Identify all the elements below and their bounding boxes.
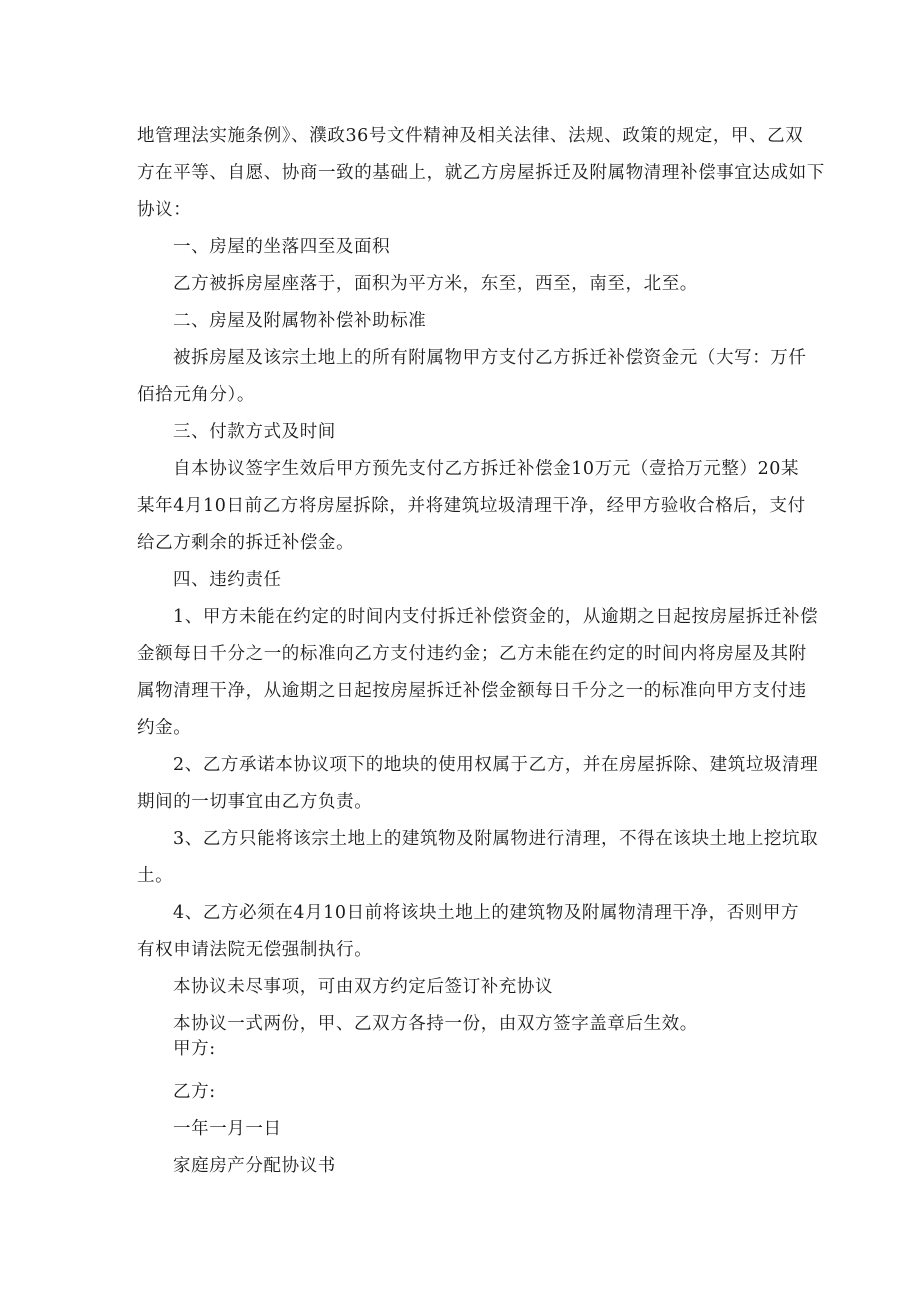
section-4-item-1-line-2: 金额每日千分之一的标准向乙方支付违约金；乙方未能在约定的时间内将房屋及其附 bbox=[137, 644, 807, 664]
section-3-body-line-2: 某年4月10日前乙方将房屋拆除，并将建筑垃圾清理干净，经甲方验收合格后，支付 bbox=[137, 496, 806, 516]
section-3-heading: 三、付款方式及时间 bbox=[173, 422, 336, 442]
section-4-item-2-line-2: 期间的一切事宜由乙方负责。 bbox=[137, 792, 373, 812]
section-4-item-2-line-1: 2、乙方承诺本协议项下的地块的使用权属于乙方，并在房屋拆除、建筑垃圾清理 bbox=[173, 755, 819, 775]
section-4-item-4-line-2: 有权申请法院无偿强制执行。 bbox=[137, 940, 373, 960]
section-2-body-line-1: 被拆房屋及该宗土地上的所有附属物甲方支付乙方拆迁补偿资金元（大写：万仟 bbox=[173, 348, 807, 368]
intro-line-3: 协议： bbox=[137, 200, 192, 220]
section-4-item-4-line-1: 4、乙方必须在4月10日前将该块土地上的建筑物及附属物清理干净，否则甲方 bbox=[173, 903, 800, 923]
section-4-item-3-line-2: 土。 bbox=[137, 866, 174, 886]
section-4-item-3-line-1: 3、乙方只能将该宗土地上的建筑物及附属物进行清理，不得在该块土地上挖坑取 bbox=[173, 829, 819, 849]
party-b-signature-label: 乙方: bbox=[173, 1082, 216, 1102]
intro-line-2: 方在平等、自愿、协商一致的基础上，就乙方房屋拆迁及附属物清理补偿事宜达成如下 bbox=[137, 163, 825, 183]
closing-line-1: 本协议未尽事项，可由双方约定后签订补充协议 bbox=[173, 977, 554, 997]
section-2-heading: 二、房屋及附属物补偿补助标准 bbox=[173, 311, 427, 331]
section-2-body-line-2: 佰拾元角分）。 bbox=[137, 385, 255, 405]
section-3-body-line-3: 给乙方剩余的拆迁补偿金。 bbox=[137, 533, 355, 553]
section-4-item-1-line-3: 属物清理干净，从逾期之日起按房屋拆迁补偿金额每日千分之一的标准向甲方支付违 bbox=[137, 681, 807, 701]
section-4-item-1-line-4: 约金。 bbox=[137, 718, 192, 738]
section-3-body-line-1: 自本协议签字生效后甲方预先支付乙方拆迁补偿金10万元（壹拾万元整）20某 bbox=[173, 459, 800, 479]
section-4-item-1-line-1: 1、甲方未能在约定的时间内支付拆迁补偿资金的，从逾期之日起按房屋拆迁补偿 bbox=[173, 607, 819, 627]
section-1-heading: 一、房屋的坐落四至及面积 bbox=[173, 237, 391, 257]
closing-line-2: 本协议一式两份，甲、乙双方各持一份，由双方签字盖章后生效。 bbox=[173, 1014, 698, 1034]
section-4-heading: 四、违约责任 bbox=[173, 570, 282, 590]
section-1-body: 乙方被拆房屋座落于，面积为平方米，东至，西至，南至，北至。 bbox=[173, 274, 698, 294]
party-a-signature-label: 甲方: bbox=[173, 1039, 216, 1059]
intro-line-1: 地管理法实施条例》、濮政36号文件精神及相关法律、法规、政策的规定，甲、乙双 bbox=[137, 126, 804, 146]
signature-date: 一年一月一日 bbox=[173, 1119, 282, 1139]
next-document-title: 家庭房产分配协议书 bbox=[173, 1156, 336, 1176]
